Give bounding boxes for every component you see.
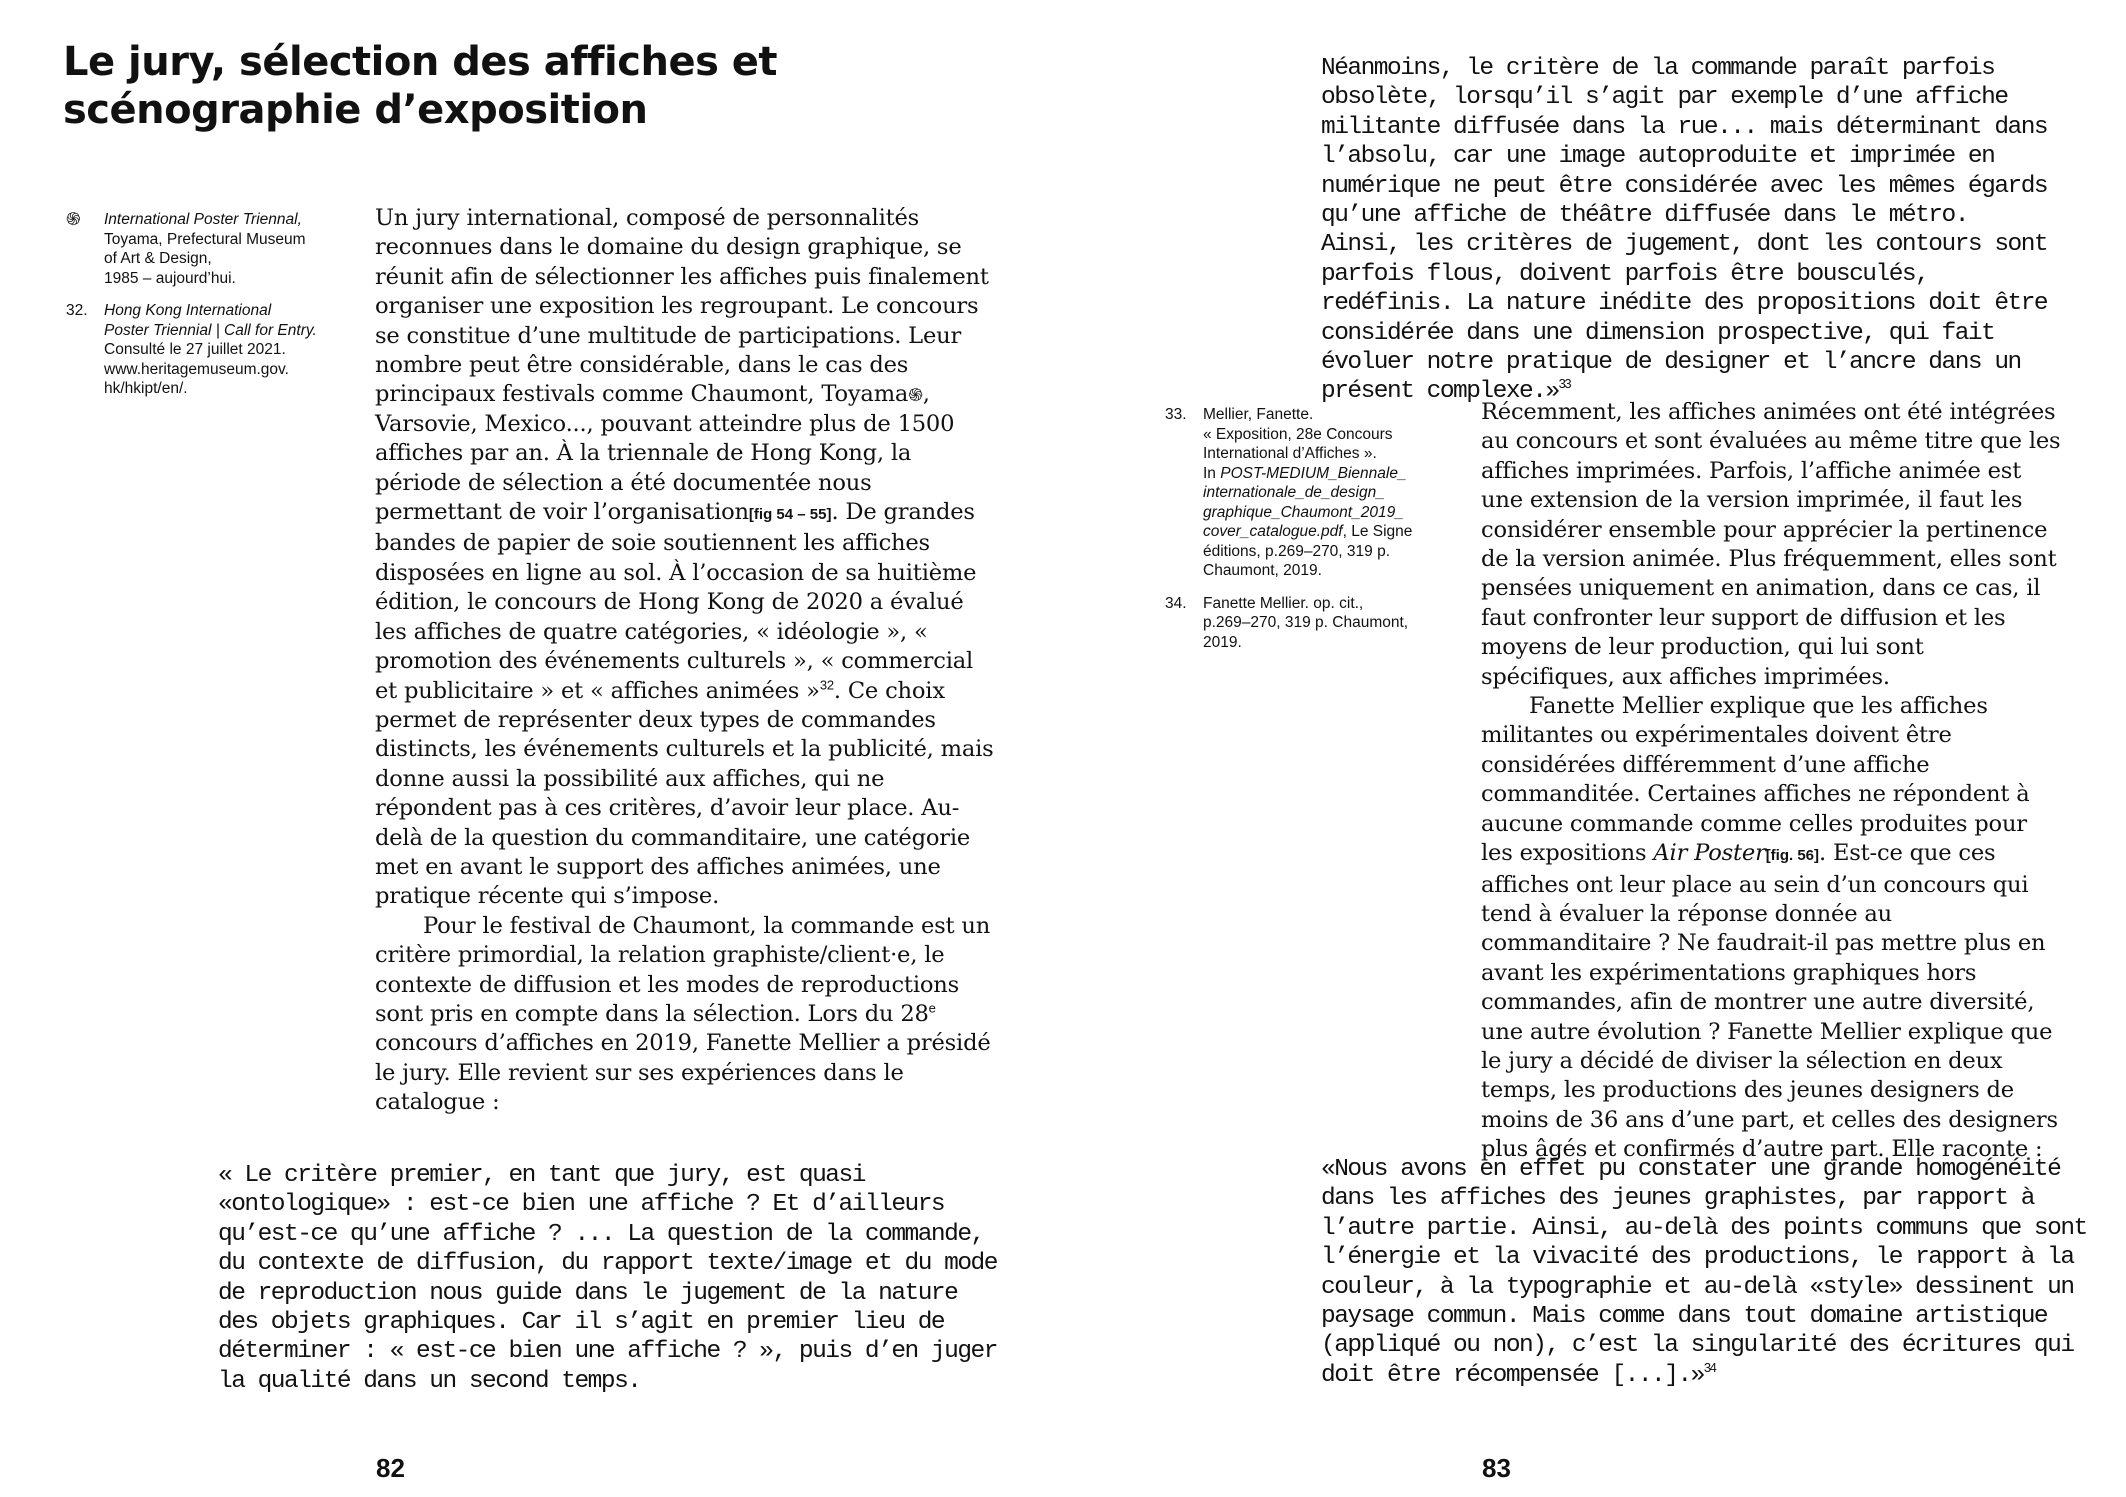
footnote-ref: 33	[1558, 376, 1571, 392]
footnote-line: of Art & Design,	[104, 250, 212, 267]
footnote-line: Poster Triennial | Call for Entry.	[104, 321, 317, 339]
footnote-number: 33.	[1165, 406, 1187, 423]
body-paragraph: Pour le festival de Chaumont, la commande est un critère primordial, la relation graphiste/client·e, le contexte de diffusion et les modes de reproductions sont pris en compte dans la sélection. Lors du 28e concours d’affiches en 2019, Fanette Mellier a présidé le jury. Elle revient sur ses expériences dans le catalogue :	[375, 912, 991, 1116]
right-margin-notes	[1165, 405, 1455, 665]
ornament-icon: ֍	[908, 385, 923, 407]
exhibition-title: Air Poster	[1653, 840, 1766, 867]
chapter-title-line-2: scénographie d’exposition	[63, 87, 648, 133]
left-body-text	[375, 204, 995, 1118]
footnote-number: 34.	[1165, 594, 1187, 612]
footnote-line: Toyama, Prefectural Museum	[104, 230, 306, 248]
footnote-url[interactable]: www.heritagemuseum.gov.	[104, 360, 289, 378]
footnote-line: Hong Kong International	[104, 302, 272, 319]
footnote-ornament	[66, 210, 356, 288]
body-paragraph: Récemment, les affiches animées ont été intégrées au concours et sont évaluées au même titre que les affiches imprimées. Parfois, l’affiche animée est une extension de la version imprimée, il faut les considérer ensemble pour apprécier la pertinence de la version animée. Plus fréquemment, elles sont pensées uniquement en animation, dans ce cas, il faut confronter leur support de diffusion et les moyens de leur production, qui lui sont spécifiques, aux affiches imprimées.	[1481, 399, 2061, 690]
body-paragraph: Fanette Mellier explique que les affiches militantes ou expérimentales doivent être considérées différemment d’une affiche commanditée. Certaines affiches ne répondent à aucune commande comme celles produites pour les expositions Air Poster[fig. 56]. Est-ce que ces affiches ont leur place au sein d’un concours qui tend à évaluer la réponse donnée au commanditaire ? Ne faudrait-il pas mettre plus en avant les expérimentations graphiques hors commandes, afin de montrer une autre diversité, une autre évolution ? Fanette Mellier explique que le jury a décidé de diviser la sélection en deux temps, les productions des jeunes designers de moins de 36 ans d’une part, et celles des designers plus âgés et confirmés d’autre part. Elle raconte :	[1481, 693, 2058, 1163]
figure-reference: [fig 54 – 55]	[748, 506, 832, 524]
block-quote-continued: Néanmoins, le critère de la commande paraît parfois obsolète, lorsqu’il s’agit par exemple d’une affiche militante diffusée dans la rue... mais déterminant dans l’absolu, car une image autoproduite et imprimée en numérique ne peut être considérée avec les mêmes égards qu’une affiche de théâtre diffusée dans le métro. Ainsi, les critères de jugement, dont les contours sont parfois flous, doivent parfois être bousculés, redéfinis. La nature inédite des propositions doit être considérée dans une dimension prospective, qui fait évoluer notre pratique de designer et l’ancre dans un présent complexe.»$^{33}$	[1321, 55, 2048, 406]
footnote-34: 34. Fanette Mellier. op. cit., p.269–270, 319 p. Chaumont, 2019.	[1165, 594, 1409, 651]
footnote-number: 32.	[66, 302, 88, 319]
footnote-line: Consulté le 27 juillet 2021.	[104, 341, 286, 358]
chapter-title-line-1: Le jury, sélection des affiches et	[63, 39, 778, 85]
footnote-ref: 32	[819, 676, 834, 692]
right-body-text	[1481, 398, 2063, 1165]
chapter-title	[63, 38, 823, 134]
footnote-32	[66, 301, 356, 399]
page-number: 82	[376, 1453, 405, 1483]
left-margin-notes	[66, 210, 356, 412]
figure-reference: [fig. 56]	[1765, 847, 1820, 865]
block-quote: « Le critère premier, en tant que jury, est quasi «ontologique» : est-ce bien une affiche ? Et d’ailleurs qu’est-ce qu’une affiche ? ... La question de la commande, du contexte de diffusion, du rapport texte/image et du mode de reproduction nous guide dans le jugement de la nature des objets graphiques. Car il s’agit en premier lieu de déterminer : « est-ce bien une affiche ? », puis d’en juger la qualité dans un second temps.	[218, 1162, 997, 1395]
footnote-ref: 34	[1703, 1359, 1716, 1375]
footnote-url[interactable]: hk/hkipt/en/.	[104, 380, 188, 397]
body-paragraph: Un jury international, composé de personnalités reconnues dans le domaine du design graphique, se réunit afin de sélectionner les affiches puis finalement organiser une exposition les regroupant. Le concours se constitue d’une multitude de participations. Leur nombre peut être considérable, dans le cas des principaux festivals comme Chaumont, Toyama֍, Varsovie, Mexico..., pouvant atteindre plus de 1500 affiches par an. À la triennale de Hong Kong, la période de sélection a été documentée nous permettant de voir l’organisation[fig 54 – 55]. De grandes bandes de papier de soie soutiennent les affiches disposées en ligne au sol. À l’occasion de sa huitième édition, le concours de Hong Kong de 2020 a évalué les affiches de quatre catégories, « idéologie », « promotion des événements culturels », « commercial et publicitaire » et « affiches animées »$^{32}$. Ce choix permet de représenter deux types de commandes distincts, les événements culturels et la publicité, mais donne aussi la possibilité aux affiches, qui ne répondent pas à ces critères, d’avoir leur place. Au-delà de la question du commanditaire, une catégorie met en avant le support des affiches animées, une pratique récente qui s’impose.	[375, 205, 994, 910]
footnote-line: International Poster Triennal,	[104, 211, 302, 228]
footnote-33: 33. Mellier, Fanette. « Exposition, 28e Concours International d’Affiches ». In POST-MEDIUM_Biennale_ internationale_de_design_ graphique_Chaumont_2019_ cover_catalogue.pdf, Le Signe éditions, p.269–270, 319 p. Chaumont, 2019.	[1165, 406, 1413, 579]
block-quote: «Nous avons en effet pu constater une grande homogénéité dans les affiches des jeunes graphistes, par rapport à l’autre partie. Ainsi, au-delà des points communs que sont l’énergie et la vivacité des productions, le rapport à la couleur, à la typographie et au-delà «style» dessinent un paysage commun. Mais comme dans tout domaine artistique (appliqué ou non), c’est la singularité des écritures qui doit être récompensée [...].»$^{34}$	[1321, 1156, 2087, 1389]
page-number: 83	[1482, 1453, 1511, 1483]
footnote-line: 1985 – aujourd’hui.	[104, 269, 236, 287]
ornament-icon: ֍	[66, 209, 81, 229]
